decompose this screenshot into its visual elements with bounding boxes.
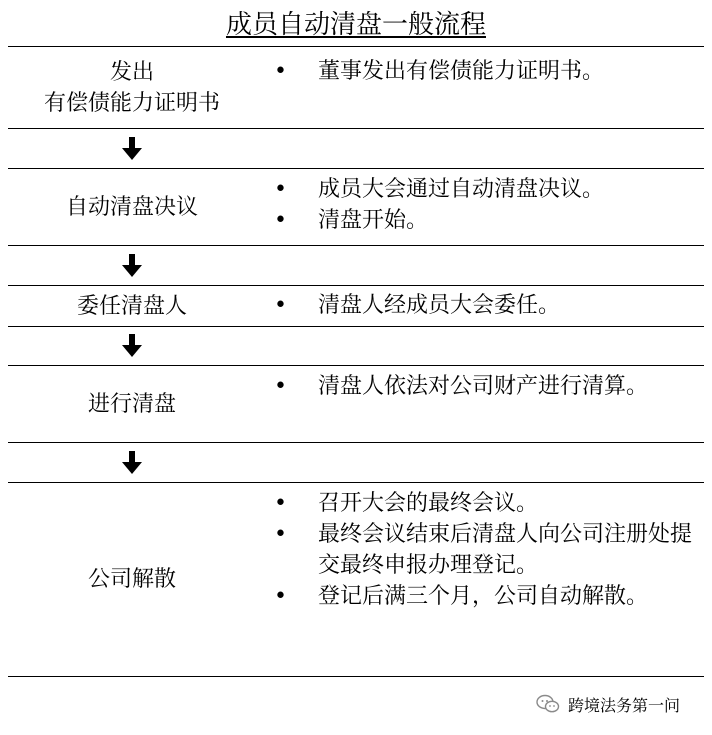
flow-arrow	[8, 129, 256, 168]
bullet-list	[270, 56, 700, 87]
bullet-item: • 登记后满三个月，公司自动解散。	[270, 581, 700, 612]
step-appoint-liquidator	[8, 286, 256, 326]
step-label: 委任清盘人	[76, 293, 187, 319]
flow-arrow	[8, 443, 256, 482]
bullet-item: • 清盘人经成员大会委任。	[270, 290, 700, 321]
bullet-item: • 清盘开始。	[270, 205, 700, 236]
step-voluntary-winding-up-resolution	[8, 169, 256, 245]
step-label: 自动清盘决议	[65, 194, 198, 220]
bullet-item: • 最终会议结束后清盘人向公司注册处提交最终申报办理登记。	[270, 519, 700, 581]
divider	[8, 676, 704, 677]
arrow-down-icon	[121, 254, 143, 278]
arrow-down-icon	[121, 137, 143, 161]
flow-arrow	[8, 246, 256, 285]
step-company-dissolution	[8, 483, 256, 676]
bullet-item: • 清盘人依法对公司财产进行清算。	[270, 371, 700, 402]
watermark	[536, 692, 680, 716]
arrow-down-icon	[121, 451, 143, 475]
bullet-list	[270, 290, 700, 321]
bullet-dot: •	[274, 59, 287, 84]
flow-arrow	[8, 327, 256, 365]
bullet-item: • 成员大会通过自动清盘决议。	[270, 174, 700, 205]
bullet-dot: •	[274, 293, 287, 318]
bullet-dot: •	[274, 522, 287, 547]
step-label-line1: 发出	[109, 59, 154, 85]
bullet-dot: •	[274, 374, 287, 399]
bullet-dot: •	[274, 491, 287, 516]
bullet-list	[270, 371, 700, 402]
page-title: 成员自动清盘一般流程	[225, 10, 486, 40]
watermark-text: 跨境法务第一问	[568, 695, 681, 715]
step-conduct-liquidation	[8, 366, 256, 442]
bullet-dot: •	[274, 584, 287, 609]
arrow-down-icon	[121, 334, 143, 358]
bullet-dot: •	[274, 177, 287, 202]
bullet-item: • 董事发出有偿债能力证明书。	[270, 56, 700, 87]
wechat-icon	[536, 694, 560, 714]
bullet-list	[270, 174, 700, 236]
bullet-dot: •	[274, 208, 287, 233]
step-issue-solvency-certificate	[8, 47, 256, 128]
bullet-item: • 召开大会的最终会议。	[270, 488, 700, 519]
bullet-list	[270, 488, 700, 612]
step-label: 公司解散	[87, 567, 176, 592]
step-label-line2: 有偿债能力证明书	[43, 90, 220, 116]
step-label: 进行清盘	[87, 391, 176, 417]
